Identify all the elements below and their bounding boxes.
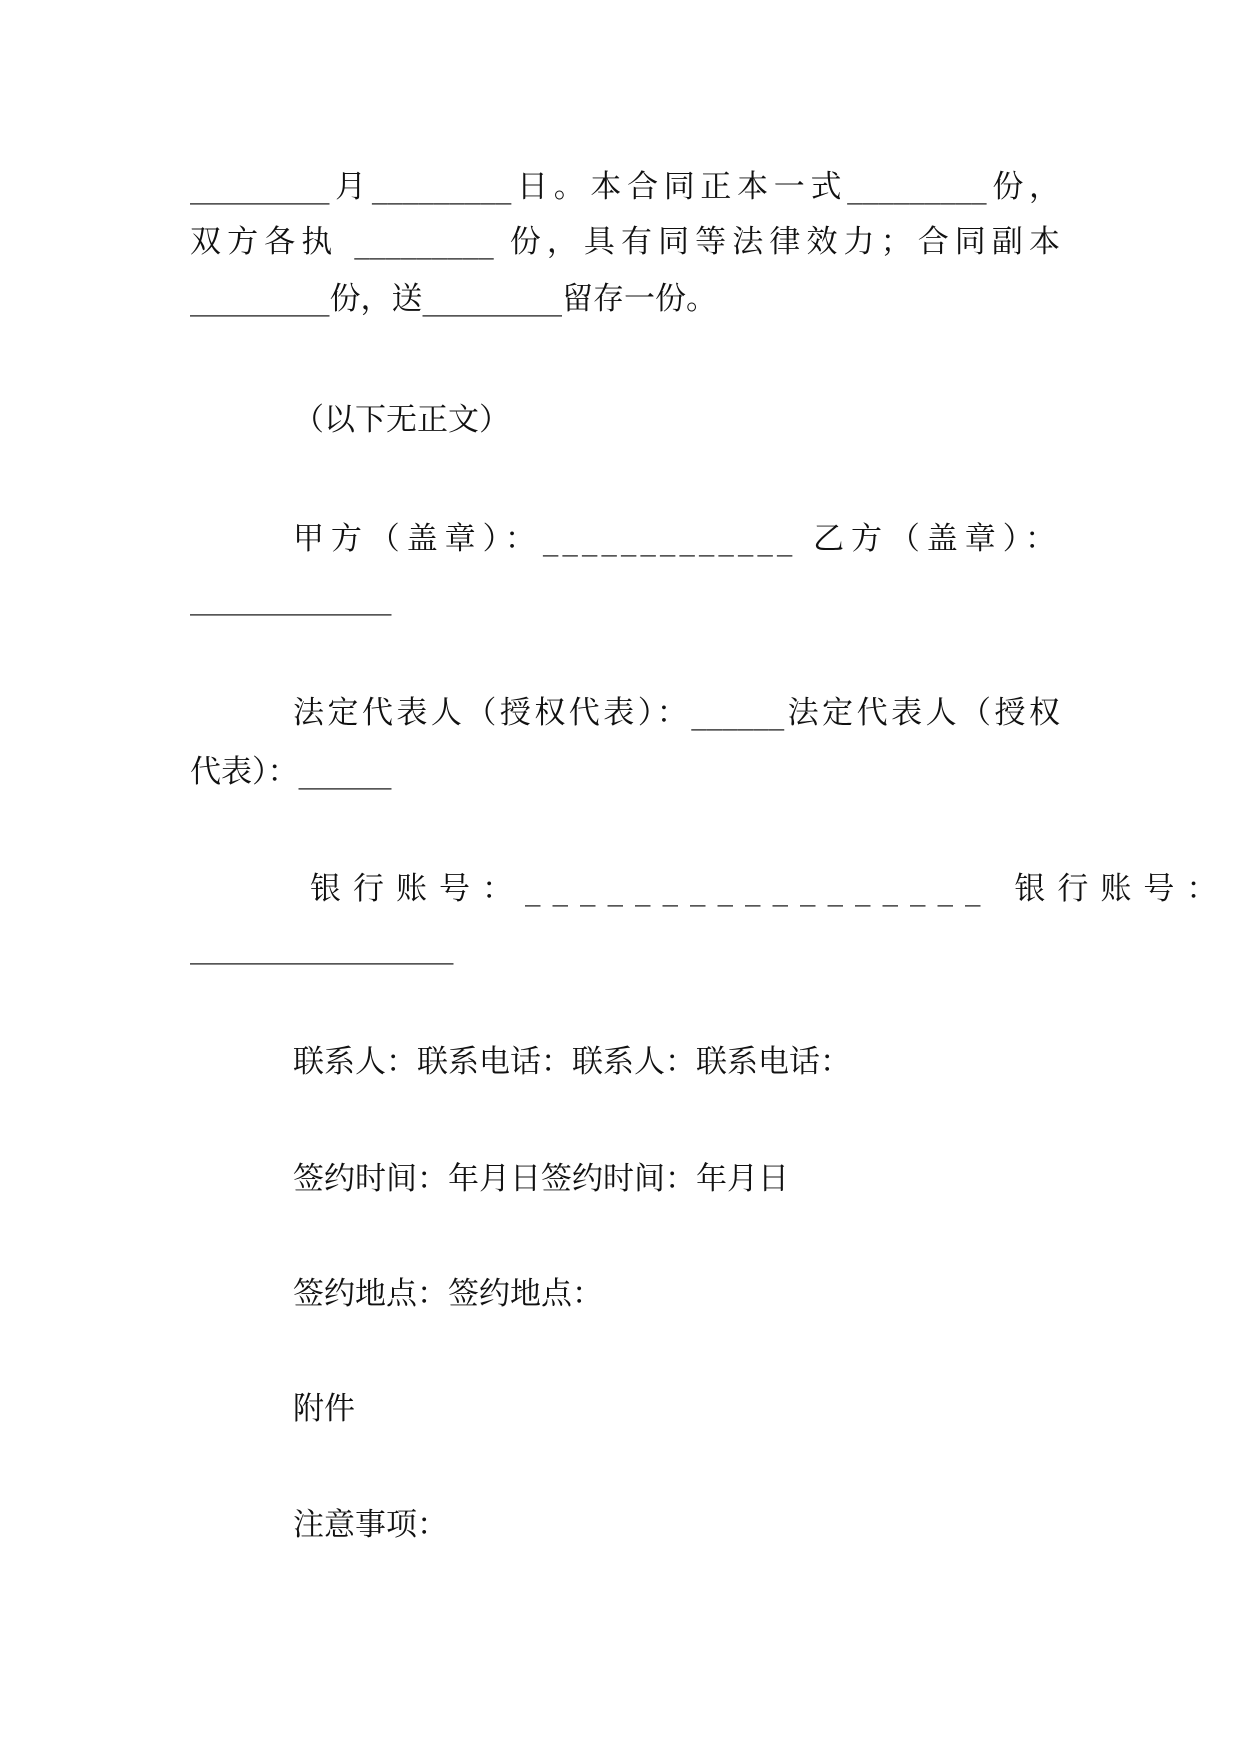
contact-line: 联系人：联系电话：联系人：联系电话： — [293, 1044, 851, 1080]
bank-account-line-1: 银行账号：_________________ 银行账号： — [310, 871, 1230, 907]
notes-heading: 注意事项： — [293, 1507, 448, 1543]
copies-clause-line-3: _________份，送_________留存一份。 — [190, 281, 717, 317]
sign-place-line: 签约地点：签约地点： — [293, 1276, 603, 1312]
no-more-text-note: （以下无正文） — [293, 402, 510, 438]
copies-clause-line-1: _________月_________日。本合同正本一式_________份， — [190, 169, 1060, 205]
bank-account-line-2: _________________ — [190, 929, 454, 965]
sign-time-line: 签约时间：年月日签约时间：年月日 — [293, 1161, 789, 1197]
legal-rep-line-1: 法定代表人（授权代表）：______法定代表人（授权 — [293, 695, 1060, 731]
seal-line-1: 甲方（盖章）：_____________ 乙方（盖章）： — [293, 521, 1060, 557]
attachment-heading: 附件 — [293, 1391, 355, 1427]
legal-rep-line-2: 代表）：______ — [190, 754, 392, 790]
copies-clause-line-2: 双方各执 _________ 份，具有同等法律效力；合同副本 — [190, 224, 1060, 260]
seal-line-2: _____________ — [190, 580, 392, 616]
